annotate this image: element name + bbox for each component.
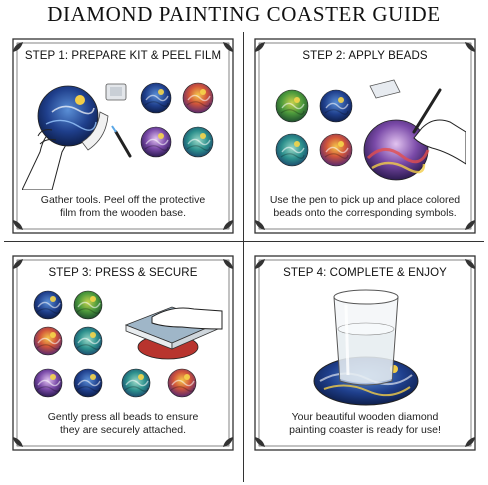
apply-beads-illustration [264, 72, 466, 190]
step-title: STEP 1: PREPARE KIT & PEEL FILM [24, 50, 222, 62]
prepare-kit-illustration [22, 72, 224, 190]
press-secure-illustration [22, 289, 224, 407]
step-title: STEP 4: COMPLETE & ENJOY [283, 267, 447, 279]
step-caption: Gently press all beads to ensure they are securely attached. [47, 411, 199, 436]
horizontal-divider [4, 241, 484, 242]
step-title: STEP 3: PRESS & SECURE [48, 267, 198, 279]
page-title: DIAMOND PAINTING COASTER GUIDE [47, 2, 441, 26]
step-caption: Gather tools. Peel off the protective film from the wooden base. [40, 194, 206, 219]
complete-enjoy-illustration [264, 289, 466, 407]
step-3-panel [10, 253, 236, 453]
step-caption: Use the pen to pick up and place colored beads onto the corresponding symbols. [269, 194, 461, 219]
step-caption: Your beautiful wooden diamond painting coaster is ready for use! [289, 411, 441, 436]
step-4-panel [252, 253, 478, 453]
step-2-panel [252, 36, 478, 236]
vertical-divider [243, 32, 244, 482]
step-title: STEP 2: APPLY BEADS [302, 50, 428, 62]
step-1-panel [10, 36, 236, 236]
